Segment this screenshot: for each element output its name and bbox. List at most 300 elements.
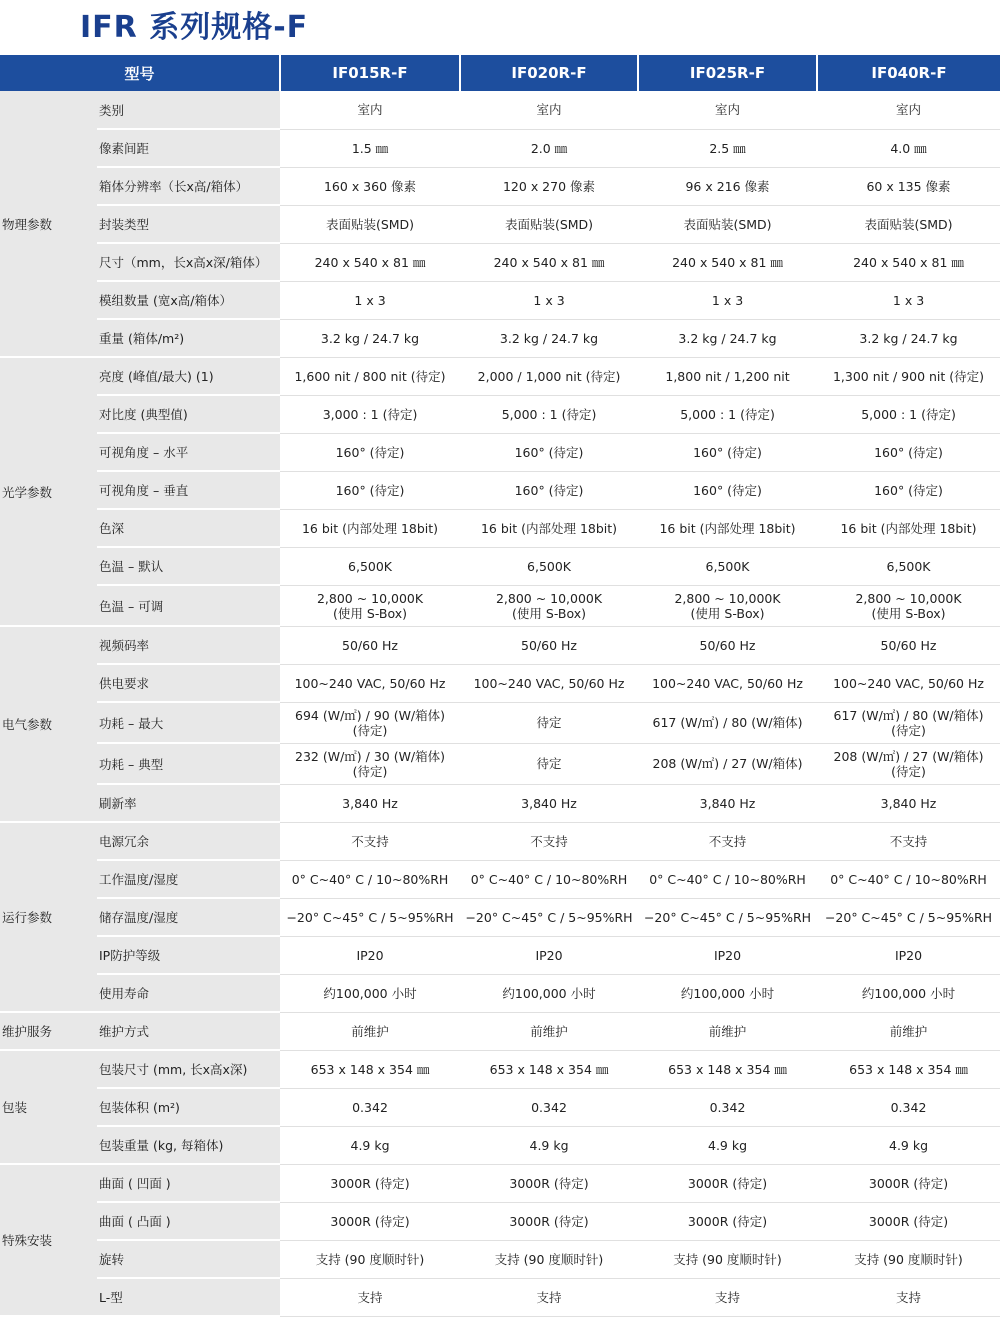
spec-value-cell: [460, 205, 638, 243]
spec-value: 3000R (待定): [687, 1213, 768, 1229]
row-label: 箱体分辨率（长x高/箱体）: [97, 167, 280, 205]
spec-value-cell: [460, 974, 638, 1012]
spec-value-cell: [280, 898, 460, 936]
table-row: [0, 702, 1000, 743]
spec-value-cell: [817, 664, 1000, 702]
spec-value-cell: [638, 585, 817, 626]
spec-value-cell: [460, 129, 638, 167]
spec-value-cell: [638, 898, 817, 936]
spec-value-cell: [817, 281, 1000, 319]
spec-value-cell: [460, 1164, 638, 1202]
spec-value: 0° C~40° C / 10~80%RH: [291, 871, 449, 887]
spec-value: 前维护: [351, 1023, 389, 1039]
spec-value-cell: [638, 822, 817, 860]
spec-value: 160 x 360 像素: [323, 178, 417, 194]
spec-value-cell: [280, 129, 460, 167]
spec-value: −20° C~45° C / 5~95%RH: [286, 909, 454, 925]
spec-value: 3000R (待定): [330, 1213, 410, 1229]
spec-value: 653 x 148 x 354 ㎜: [668, 1061, 787, 1077]
spec-value-cell: [460, 1088, 638, 1126]
spec-value: 3000R (待定): [330, 1175, 410, 1191]
spec-value: 室内: [715, 102, 741, 118]
spec-value: 3,840 Hz: [699, 795, 756, 811]
spec-value: 6,500K: [348, 558, 392, 574]
spec-value: 232 (W/㎡) / 30 (W/箱体): [295, 748, 446, 764]
spec-value: −20° C~45° C / 5~95%RH: [643, 909, 812, 925]
spec-value: 室内: [896, 102, 922, 118]
group-label: 特殊安装: [0, 1164, 97, 1316]
spec-value: 160° (待定): [514, 444, 584, 460]
table-row: [0, 1278, 1000, 1316]
spec-value: −20° C~45° C / 5~95%RH: [824, 909, 993, 925]
spec-value: 支持: [357, 1289, 383, 1305]
group-label: 电气参数: [0, 626, 97, 822]
spec-value-cell: [460, 702, 638, 743]
spec-value: 3000R (待定): [509, 1213, 589, 1229]
spec-value-cell: [638, 91, 817, 129]
spec-value-cell: [280, 471, 460, 509]
spec-value-cell: [460, 433, 638, 471]
spec-value-cell: [638, 1088, 817, 1126]
spec-value-cell: [460, 1050, 638, 1088]
spec-value-cell: [638, 936, 817, 974]
spec-table-body: [0, 91, 1000, 1316]
table-row: [0, 129, 1000, 167]
spec-value-cell: [460, 1240, 638, 1278]
spec-value-cell: [280, 784, 460, 822]
row-label: 像素间距: [97, 129, 280, 167]
spec-value-cell: [460, 626, 638, 664]
spec-table: [0, 55, 1000, 1317]
spec-value: 支持: [896, 1289, 922, 1305]
spec-value-cell: [280, 1088, 460, 1126]
spec-value-cell: [460, 167, 638, 205]
spec-value: 160° (待定): [514, 482, 584, 498]
spec-value: 待定: [536, 756, 562, 771]
spec-value: 4.9 kg: [889, 1137, 929, 1153]
spec-value: 3000R (待定): [687, 1175, 768, 1191]
model-header-label: 型号: [0, 55, 280, 91]
spec-value: 1,300 nit / 900 nit (待定): [832, 368, 985, 384]
spec-value: 50/60 Hz: [342, 637, 398, 653]
spec-value: 3,840 Hz: [880, 795, 937, 811]
spec-value-cell: [280, 167, 460, 205]
spec-value: 约100,000 小时: [680, 985, 775, 1001]
table-row: [0, 243, 1000, 281]
spec-value-cell: [638, 743, 817, 784]
row-label: 供电要求: [97, 664, 280, 702]
table-row: [0, 585, 1000, 626]
model-header-if015r-f: IF015R-F: [280, 55, 460, 91]
spec-value: 3,840 Hz: [342, 795, 398, 811]
spec-value: 6,500K: [886, 558, 931, 574]
row-label: 可视角度 – 水平: [97, 433, 280, 471]
row-label: 亮度 (峰值/最大) (1): [97, 357, 280, 395]
spec-value: 617 (W/㎡) / 80 (W/箱体): [833, 707, 984, 723]
spec-value-cell: [280, 1240, 460, 1278]
spec-value: 50/60 Hz: [521, 637, 577, 653]
spec-value: 室内: [536, 102, 562, 118]
spec-value-cell: [638, 1202, 817, 1240]
spec-value: 160° (待定): [335, 444, 405, 460]
spec-value-cell: [280, 585, 460, 626]
table-header-row: [0, 55, 1000, 91]
spec-value-cell: [460, 509, 638, 547]
spec-value: 不支持: [530, 833, 568, 849]
row-label: 刷新率: [97, 784, 280, 822]
spec-value: 50/60 Hz: [699, 637, 756, 653]
spec-value: 1 x 3: [354, 292, 386, 308]
spec-value-cell: [638, 243, 817, 281]
table-row: [0, 319, 1000, 357]
spec-value-cell: [460, 319, 638, 357]
spec-value: 前维护: [708, 1023, 747, 1039]
spec-value-note: (待定): [891, 763, 926, 779]
group-label: 包装: [0, 1050, 97, 1164]
spec-value-cell: [460, 395, 638, 433]
row-label: 色温 – 默认: [97, 547, 280, 585]
spec-value: 3.2 kg / 24.7 kg: [320, 330, 420, 346]
table-row: [0, 167, 1000, 205]
table-row: [0, 664, 1000, 702]
spec-value: 100~240 VAC, 50/60 Hz: [473, 675, 625, 691]
spec-value-cell: [280, 1278, 460, 1316]
spec-value-note: (使用 S-Box): [871, 605, 946, 621]
spec-value: 16 bit (内部处理 18bit): [659, 520, 796, 536]
spec-value-cell: [460, 1126, 638, 1164]
group-label: 光学参数: [0, 357, 97, 626]
spec-value-cell: [460, 743, 638, 784]
spec-value-cell: [280, 395, 460, 433]
spec-value: 16 bit (内部处理 18bit): [840, 520, 977, 536]
spec-value: 96 x 216 像素: [685, 178, 770, 194]
spec-value-cell: [638, 433, 817, 471]
spec-value: 1,600 nit / 800 nit (待定): [294, 368, 446, 384]
spec-value: 16 bit (内部处理 18bit): [480, 520, 618, 536]
table-row: [0, 357, 1000, 395]
spec-value-cell: [280, 243, 460, 281]
spec-value: 4.9 kg: [708, 1137, 748, 1153]
spec-value: 不支持: [708, 833, 747, 849]
spec-value-note: (待定): [891, 722, 926, 738]
spec-value-cell: [817, 1202, 1000, 1240]
row-label: 对比度 (典型值): [97, 395, 280, 433]
spec-value: 1 x 3: [892, 292, 925, 308]
table-row: [0, 547, 1000, 585]
row-label: 包装重量 (kg, 每箱体): [97, 1126, 280, 1164]
spec-value-cell: [638, 509, 817, 547]
spec-value-cell: [817, 898, 1000, 936]
spec-value: 5,000 : 1 (待定): [501, 406, 597, 422]
table-row: [0, 822, 1000, 860]
table-row: [0, 1164, 1000, 1202]
spec-value: 60 x 135 像素: [866, 178, 951, 194]
spec-value-cell: [638, 547, 817, 585]
row-label: 封装类型: [97, 205, 280, 243]
spec-value-cell: [817, 91, 1000, 129]
spec-value-cell: [460, 860, 638, 898]
spec-value-cell: [638, 860, 817, 898]
spec-value-cell: [638, 1240, 817, 1278]
spec-value-cell: [817, 319, 1000, 357]
spec-value: 5,000 : 1 (待定): [680, 406, 775, 422]
spec-value: IP20: [894, 947, 923, 963]
spec-value-cell: [817, 1126, 1000, 1164]
group-label: 物理参数: [0, 91, 97, 357]
row-label: 旋转: [97, 1240, 280, 1278]
table-row: [0, 1240, 1000, 1278]
spec-value-cell: [638, 1012, 817, 1050]
spec-value-cell: [638, 205, 817, 243]
spec-value-cell: [638, 1126, 817, 1164]
spec-value: 前维护: [530, 1023, 568, 1039]
spec-value: 0° C~40° C / 10~80%RH: [830, 871, 987, 887]
spec-value: IP20: [535, 947, 563, 963]
spec-value: 表面贴装(SMD): [864, 216, 953, 232]
spec-value-cell: [817, 822, 1000, 860]
spec-value-cell: [280, 974, 460, 1012]
row-label: 模组数量 (宽x高/箱体）: [97, 281, 280, 319]
spec-value: 0.342: [352, 1099, 388, 1115]
spec-value-cell: [817, 1012, 1000, 1050]
spec-value-cell: [638, 129, 817, 167]
row-label: 曲面 ( 凹面 ): [97, 1164, 280, 1202]
spec-value: 3.2 kg / 24.7 kg: [499, 330, 599, 346]
spec-value: 2.0 ㎜: [530, 140, 568, 156]
model-header-if025r-f: IF025R-F: [638, 55, 817, 91]
row-label: 包装尺寸 (mm, 长x高x深): [97, 1050, 280, 1088]
table-row: [0, 395, 1000, 433]
row-label: 包装体积 (m²): [97, 1088, 280, 1126]
spec-value-cell: [817, 243, 1000, 281]
table-row: [0, 91, 1000, 129]
spec-value-cell: [460, 281, 638, 319]
spec-value: 240 x 540 x 81 ㎜: [853, 254, 964, 270]
spec-value-cell: [280, 1126, 460, 1164]
spec-value: 100~240 VAC, 50/60 Hz: [652, 675, 803, 691]
spec-value-cell: [460, 243, 638, 281]
spec-value-cell: [460, 471, 638, 509]
spec-value-cell: [817, 860, 1000, 898]
spec-value-cell: [280, 743, 460, 784]
table-row: [0, 898, 1000, 936]
spec-value-cell: [280, 433, 460, 471]
spec-value: 617 (W/㎡) / 80 (W/箱体): [652, 715, 803, 730]
group-label: 运行参数: [0, 822, 97, 1012]
spec-value: 3,840 Hz: [521, 795, 577, 811]
spec-value-cell: [817, 509, 1000, 547]
spec-value-cell: [638, 395, 817, 433]
spec-value: 100~240 VAC, 50/60 Hz: [294, 675, 446, 691]
spec-value-cell: [817, 702, 1000, 743]
spec-value: 653 x 148 x 354 ㎜: [489, 1061, 609, 1077]
spec-value-cell: [817, 936, 1000, 974]
row-label: 视频码率: [97, 626, 280, 664]
spec-value: 约100,000 小时: [502, 985, 596, 1001]
spec-value: 不支持: [889, 833, 928, 849]
table-row: [0, 433, 1000, 471]
spec-value: 208 (W/㎡) / 27 (W/箱体): [652, 756, 803, 771]
spec-value-cell: [280, 1164, 460, 1202]
spec-value-note: (待定): [352, 763, 388, 779]
row-label: 可视角度 – 垂直: [97, 471, 280, 509]
spec-value-cell: [280, 822, 460, 860]
spec-value: 653 x 148 x 354 ㎜: [849, 1061, 968, 1077]
spec-value: 2.5 ㎜: [709, 140, 746, 156]
spec-value-cell: [638, 357, 817, 395]
table-row: [0, 1050, 1000, 1088]
row-label: 曲面 ( 凸面 ): [97, 1202, 280, 1240]
spec-value-note: (使用 S-Box): [512, 605, 586, 621]
table-row: [0, 860, 1000, 898]
row-label: 工作温度/湿度: [97, 860, 280, 898]
spec-value-cell: [638, 664, 817, 702]
spec-value-cell: [817, 395, 1000, 433]
row-label: 维护方式: [97, 1012, 280, 1050]
spec-value-cell: [280, 860, 460, 898]
spec-value-cell: [638, 1164, 817, 1202]
table-row: [0, 936, 1000, 974]
spec-value: 约100,000 小时: [323, 985, 417, 1001]
table-row: [0, 1088, 1000, 1126]
spec-value-cell: [817, 547, 1000, 585]
spec-value: 2,800 ~ 10,000K: [674, 590, 781, 606]
spec-value-cell: [460, 357, 638, 395]
spec-value: 120 x 270 像素: [502, 178, 596, 194]
spec-value-cell: [638, 471, 817, 509]
spec-value: 0.342: [890, 1099, 927, 1115]
table-row: [0, 1126, 1000, 1164]
spec-value-cell: [460, 585, 638, 626]
spec-value: IP20: [713, 947, 742, 963]
spec-value: 3000R (待定): [868, 1213, 949, 1229]
spec-value: 支持: [536, 1289, 562, 1305]
spec-value-cell: [280, 1202, 460, 1240]
group-label: 维护服务: [0, 1012, 97, 1050]
table-row: [0, 1202, 1000, 1240]
spec-value-cell: [280, 1050, 460, 1088]
spec-value-cell: [280, 319, 460, 357]
spec-value: 160° (待定): [335, 482, 405, 498]
row-label: 功耗 – 典型: [97, 743, 280, 784]
spec-value-cell: [460, 936, 638, 974]
row-label: L-型: [97, 1278, 280, 1316]
spec-value: 4.9 kg: [350, 1137, 390, 1153]
row-label: 色深: [97, 509, 280, 547]
row-label: 功耗 – 最大: [97, 702, 280, 743]
spec-value: 240 x 540 x 81 ㎜: [493, 254, 605, 270]
spec-value: 0° C~40° C / 10~80%RH: [470, 871, 628, 887]
table-row: [0, 509, 1000, 547]
spec-value-cell: [280, 281, 460, 319]
spec-value-cell: [817, 129, 1000, 167]
spec-value: 室内: [357, 102, 383, 118]
spec-value: IP20: [356, 947, 384, 963]
spec-value: 0.342: [531, 1099, 567, 1115]
row-label: 储存温度/湿度: [97, 898, 280, 936]
spec-value: 160° (待定): [874, 444, 943, 460]
spec-value-cell: [280, 936, 460, 974]
spec-value: 240 x 540 x 81 ㎜: [672, 254, 783, 270]
row-label: 色温 – 可调: [97, 585, 280, 626]
spec-value-cell: [638, 319, 817, 357]
spec-value-cell: [280, 205, 460, 243]
spec-value: 支持: [715, 1289, 741, 1305]
spec-value-cell: [638, 1050, 817, 1088]
spec-value: 待定: [536, 715, 562, 730]
spec-value: 2,800 ~ 10,000K: [855, 590, 962, 606]
spec-value: 3000R (待定): [868, 1175, 949, 1191]
spec-value-cell: [817, 1050, 1000, 1088]
table-row: [0, 281, 1000, 319]
spec-value-cell: [280, 702, 460, 743]
spec-value-cell: [817, 205, 1000, 243]
spec-value-cell: [460, 664, 638, 702]
spec-value: 不支持: [351, 833, 389, 849]
spec-value: 0° C~40° C / 10~80%RH: [649, 871, 806, 887]
spec-value-cell: [638, 702, 817, 743]
spec-value-cell: [817, 974, 1000, 1012]
table-row: [0, 205, 1000, 243]
page-title: IFR 系列规格-F: [80, 10, 309, 45]
spec-value: 6,500K: [705, 558, 750, 574]
spec-value: 1,800 nit / 1,200 nit: [665, 368, 790, 384]
spec-value-cell: [460, 898, 638, 936]
spec-value-cell: [460, 1202, 638, 1240]
spec-value: 支持 (90 度顺时针): [673, 1251, 782, 1267]
spec-value: 3000R (待定): [509, 1175, 589, 1191]
spec-value: 表面贴装(SMD): [504, 216, 594, 232]
spec-value-cell: [817, 585, 1000, 626]
table-row: [0, 743, 1000, 784]
spec-value: 1.5 ㎜: [351, 140, 389, 156]
spec-value-cell: [280, 664, 460, 702]
spec-value: 16 bit (内部处理 18bit): [301, 520, 439, 536]
spec-value-cell: [460, 822, 638, 860]
spec-value: 3.2 kg / 24.7 kg: [678, 330, 777, 346]
spec-value-cell: [817, 1240, 1000, 1278]
spec-value: 2,000 / 1,000 nit (待定): [477, 368, 621, 384]
spec-value: 160° (待定): [874, 482, 943, 498]
table-row: [0, 1012, 1000, 1050]
spec-value-cell: [817, 784, 1000, 822]
spec-value-cell: [280, 357, 460, 395]
spec-value: 240 x 540 x 81 ㎜: [314, 254, 426, 270]
model-header-if020r-f: IF020R-F: [460, 55, 638, 91]
spec-value: 表面贴装(SMD): [325, 216, 415, 232]
spec-value-cell: [817, 626, 1000, 664]
spec-value-cell: [460, 91, 638, 129]
spec-value-cell: [280, 509, 460, 547]
table-row: [0, 626, 1000, 664]
spec-value: 支持 (90 度顺时针): [854, 1251, 963, 1267]
spec-value-cell: [638, 167, 817, 205]
spec-value-cell: [817, 471, 1000, 509]
spec-value-cell: [460, 784, 638, 822]
spec-value: 160° (待定): [693, 444, 762, 460]
row-label: 电源冗余: [97, 822, 280, 860]
spec-value: 1 x 3: [711, 292, 744, 308]
spec-value: 1 x 3: [533, 292, 565, 308]
spec-value-cell: [638, 1278, 817, 1316]
spec-value-cell: [817, 1164, 1000, 1202]
spec-value-cell: [460, 1012, 638, 1050]
spec-value: 约100,000 小时: [861, 985, 956, 1001]
spec-value-note: (使用 S-Box): [690, 605, 765, 621]
spec-value-cell: [460, 547, 638, 585]
spec-value-cell: [817, 357, 1000, 395]
spec-value-cell: [638, 974, 817, 1012]
